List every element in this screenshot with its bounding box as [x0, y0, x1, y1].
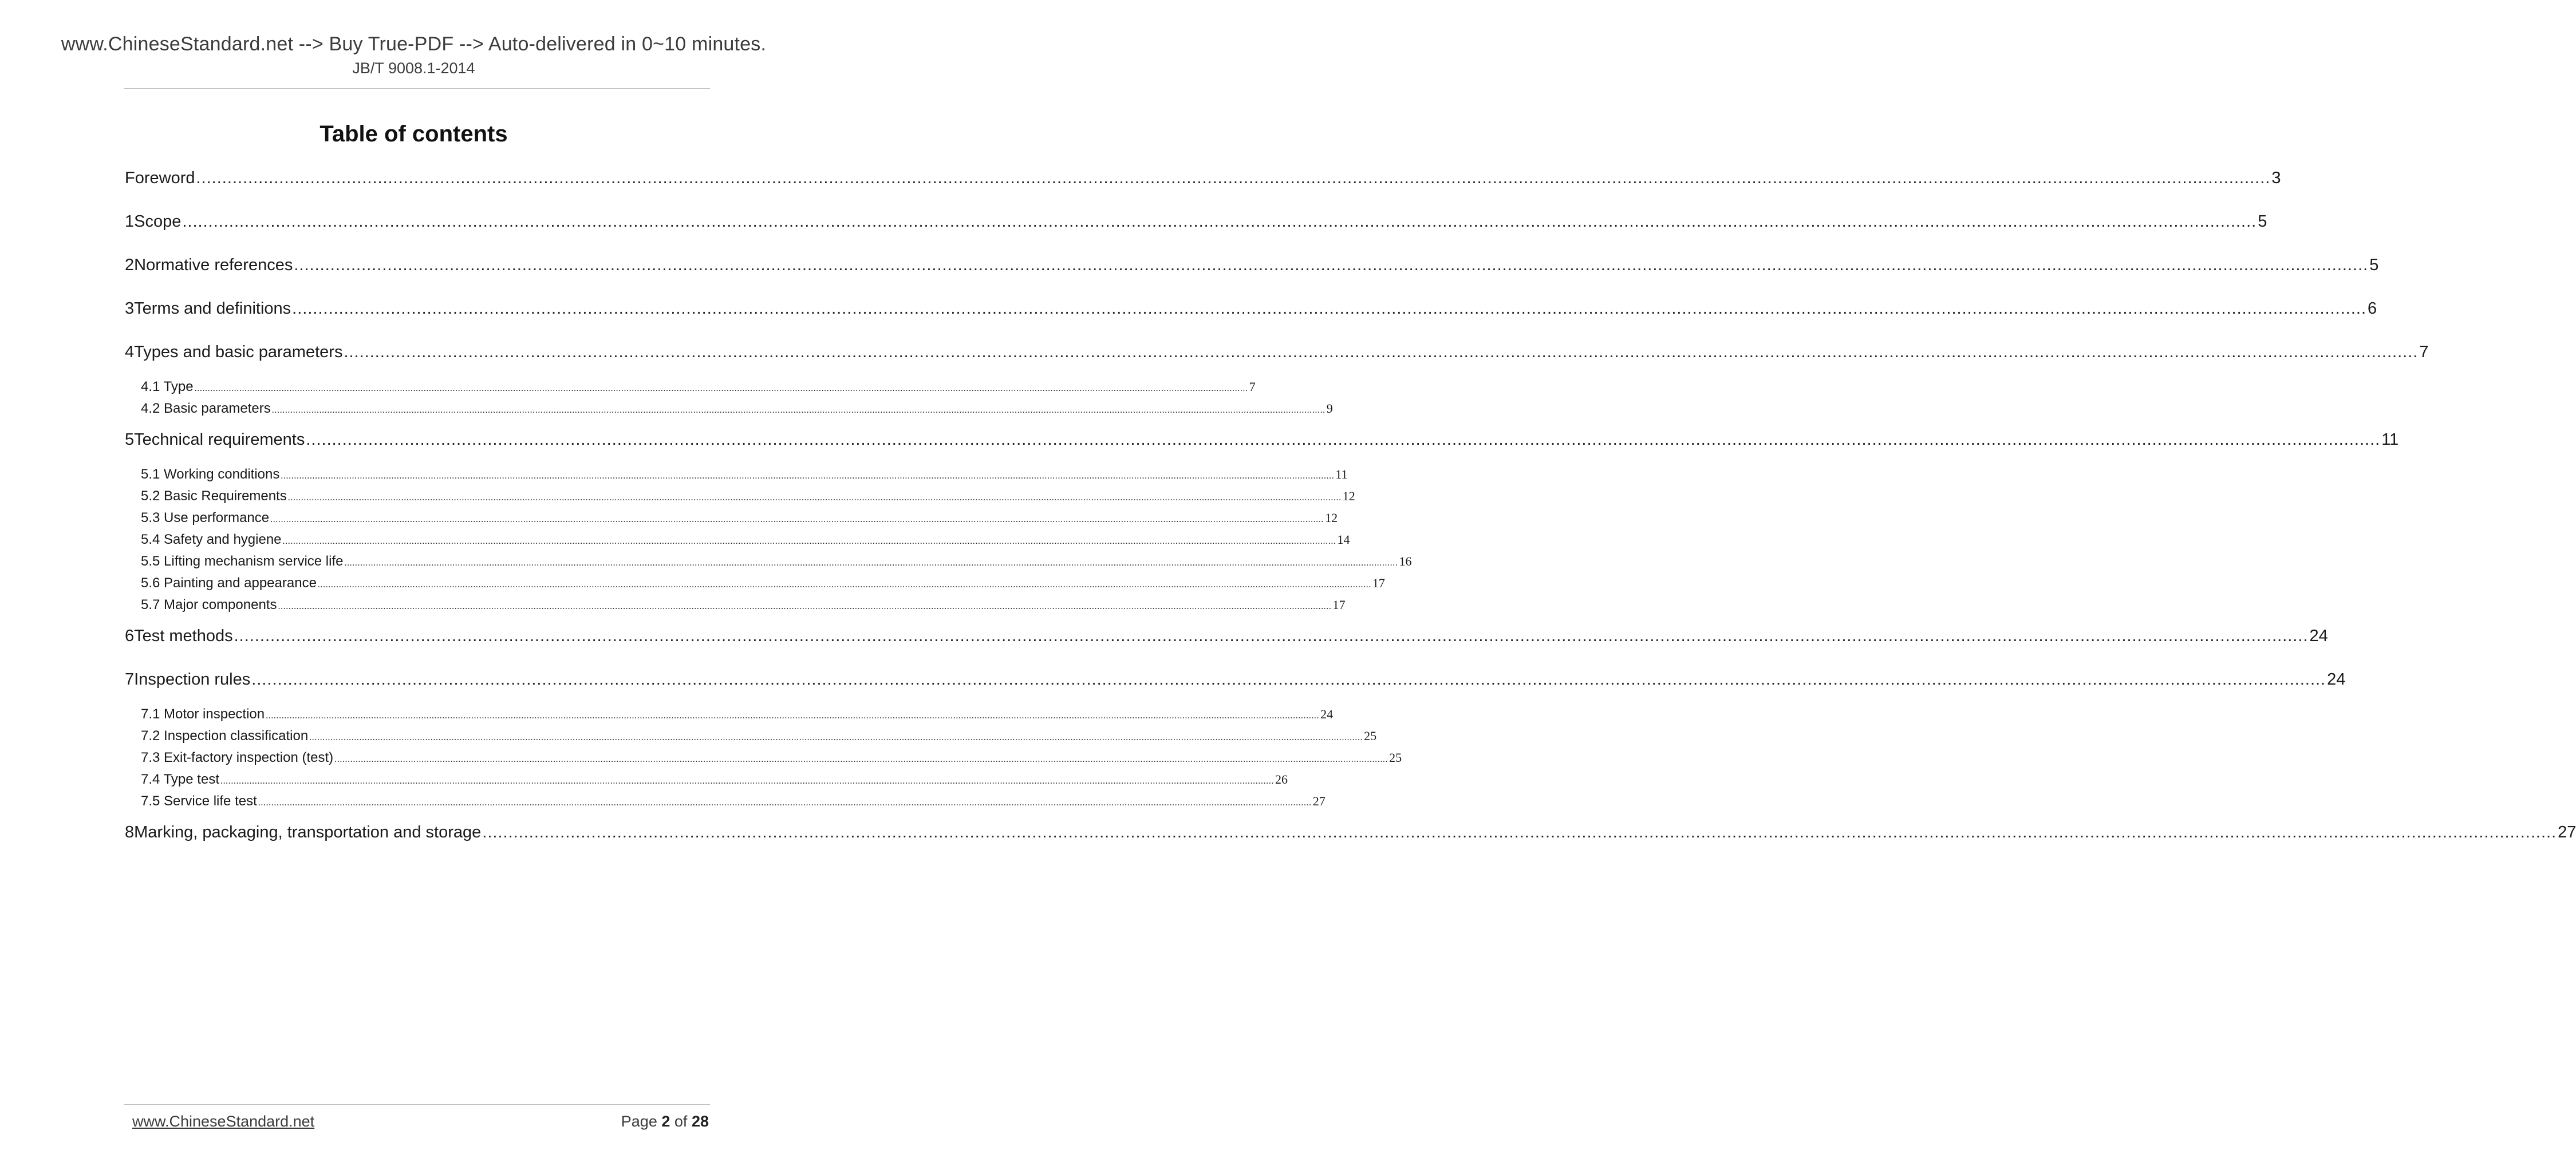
page-word: Page [621, 1113, 657, 1130]
toc-label: 4.2 Basic parameters [141, 401, 271, 416]
toc-page-number: 3 [2271, 169, 2281, 187]
toc-leader-dots: ................................................................................................................................................................................................................................................................................................................................................................................................................ [278, 602, 1332, 611]
toc-leader-dots: ................................................................................................................................................................................................................................................................................................................................................................................................................ [282, 536, 1336, 546]
toc-leader-dots: ................................................................................................................................................................................................................................................................................................................................................................................................................ [194, 384, 1248, 393]
toc-page-number: 24 [1320, 707, 1334, 721]
toc-label: 5.5 Lifting mechanism service life [141, 554, 344, 569]
toc-leader-dots: ................................................................................................................................................................................................................................................................................................................................................................................................................ [270, 515, 1324, 524]
toc-label: 5.3 Use performance [141, 510, 270, 525]
toc-section-number: 6 [125, 627, 135, 645]
toc-label: 5.7 Major components [141, 597, 277, 612]
toc-entry-technical-requirements[interactable] [125, 430, 2399, 453]
page-indicator [621, 1113, 709, 1131]
toc-label: Inspection rules [134, 670, 251, 689]
toc-entry-test-methods[interactable] [125, 627, 2328, 650]
toc-leader-dots: ................................................................................................................................................................................................................................................................................................................................................................................................................ [271, 405, 1326, 415]
toc-label: Foreword [125, 169, 195, 187]
toc-entry-scope[interactable] [125, 212, 2267, 235]
toc-entry-marking-packaging[interactable] [125, 823, 2576, 846]
toc-label: 4.1 Type [141, 379, 194, 394]
toc-page-number: 24 [2309, 627, 2328, 645]
toc-subentry-5-5[interactable] [141, 554, 1412, 572]
toc-leader-dots: ................................................................................................................................................................................................................................................................................................................................................................................................................ [344, 343, 2419, 361]
toc-page-number: 7 [2419, 343, 2429, 361]
toc-leader-dots: ................................................................................................................................................................................................................................................................................................................................................................................................................ [182, 212, 2257, 231]
toc-section-number: 3 [125, 299, 135, 318]
toc-label: Types and basic parameters [134, 343, 343, 361]
header-divider [124, 88, 710, 89]
toc-leader-dots: ................................................................................................................................................................................................................................................................................................................................................................................................................ [220, 776, 1274, 786]
toc-subentry-4-1[interactable] [141, 379, 1256, 397]
toc-section-number: 8 [125, 823, 135, 841]
toc-entry-foreword[interactable] [125, 169, 2281, 192]
toc-leader-dots: ................................................................................................................................................................................................................................................................................................................................................................................................................ [482, 823, 2557, 841]
toc-subentry-5-2[interactable] [141, 488, 1355, 507]
toc-label: Scope [134, 212, 182, 231]
toc-page-number: 12 [1342, 489, 1355, 503]
toc-entry-types-and-basic-parameters[interactable] [125, 343, 2429, 366]
toc-page-number: 7 [1249, 380, 1256, 394]
toc-entry-inspection-rules[interactable] [125, 670, 2346, 693]
toc-section-number: 7 [125, 670, 135, 689]
toc-section-number: 5 [125, 430, 135, 449]
of-word: of [674, 1113, 688, 1130]
toc-page-number: 5 [2369, 256, 2379, 274]
toc-subentry-5-6[interactable] [141, 575, 1385, 594]
toc-page-number: 27 [2558, 823, 2576, 841]
current-page-number: 2 [661, 1113, 670, 1130]
toc-section-number: 2 [125, 256, 135, 274]
toc-section-number: 1 [125, 212, 135, 231]
toc-leader-dots: ................................................................................................................................................................................................................................................................................................................................................................................................................ [306, 430, 2381, 449]
toc-leader-dots: ................................................................................................................................................................................................................................................................................................................................................................................................................ [258, 798, 1312, 808]
footer-divider [124, 1104, 710, 1105]
toc-label: Marking, packaging, transportation and storage [134, 823, 482, 841]
toc-page-number: 25 [1364, 729, 1377, 743]
toc-label: Technical requirements [134, 430, 305, 449]
toc-label: 5.1 Working conditions [141, 467, 280, 482]
toc-subentry-7-4[interactable] [141, 772, 1288, 790]
toc-entry-normative-references[interactable] [125, 256, 2379, 279]
toc-page-number: 11 [1335, 467, 1348, 481]
toc-label: 7.4 Type test [141, 772, 219, 787]
toc-label: 7.5 Service life test [141, 793, 257, 809]
toc-label: Test methods [134, 627, 233, 645]
toc-leader-dots: ................................................................................................................................................................................................................................................................................................................................................................................................................ [317, 580, 1371, 590]
toc-subentry-7-1[interactable] [141, 706, 1334, 725]
toc-page-number: 12 [1325, 511, 1338, 525]
toc-leader-dots: ................................................................................................................................................................................................................................................................................................................................................................................................................ [334, 754, 1388, 764]
toc-leader-dots: ................................................................................................................................................................................................................................................................................................................................................................................................................ [294, 256, 2369, 274]
toc-leader-dots: ................................................................................................................................................................................................................................................................................................................................................................................................................ [292, 299, 2367, 318]
toc-page-number: 14 [1337, 532, 1350, 547]
toc-label: 5.6 Painting and appearance [141, 575, 317, 591]
toc-page-number: 26 [1275, 772, 1288, 786]
toc-leader-dots: ................................................................................................................................................................................................................................................................................................................................................................................................................ [234, 627, 2309, 645]
toc-page-number: 24 [2327, 670, 2346, 689]
total-pages-number: 28 [691, 1113, 709, 1130]
toc-leader-dots: ................................................................................................................................................................................................................................................................................................................................................................................................................ [196, 169, 2271, 187]
page-title: Table of contents [319, 121, 508, 147]
toc-subentry-5-7[interactable] [141, 597, 1346, 615]
toc-label: 7.2 Inspection classification [141, 728, 309, 744]
toc-label: 7.1 Motor inspection [141, 706, 265, 722]
toc-leader-dots: ................................................................................................................................................................................................................................................................................................................................................................................................................ [287, 493, 1342, 503]
toc-leader-dots: ................................................................................................................................................................................................................................................................................................................................................................................................................ [309, 733, 1363, 742]
toc-leader-dots: ................................................................................................................................................................................................................................................................................................................................................................................................................ [281, 471, 1335, 481]
footer-site-link[interactable]: www.ChineseStandard.net [132, 1113, 315, 1130]
toc-label: Terms and definitions [134, 299, 291, 318]
toc-subentry-5-4[interactable] [141, 532, 1350, 550]
header-banner: www.ChineseStandard.net --> Buy True-PDF --> Auto-delivered in 0~10 minutes. [61, 33, 767, 55]
toc-page-number: 5 [2258, 212, 2267, 231]
toc-subentry-7-3[interactable] [141, 750, 1402, 768]
toc-page-number: 27 [1312, 794, 1326, 808]
toc-label: 5.2 Basic Requirements [141, 488, 287, 504]
toc-section-number: 4 [125, 343, 135, 361]
toc-entry-terms-and-definitions[interactable] [125, 299, 2377, 322]
toc-leader-dots: ................................................................................................................................................................................................................................................................................................................................................................................................................ [344, 558, 1398, 568]
toc-page-number: 9 [1326, 401, 1333, 416]
toc-subentry-7-2[interactable] [141, 728, 1377, 746]
toc-label: 5.4 Safety and hygiene [141, 532, 282, 547]
toc-page-number: 25 [1389, 750, 1402, 765]
toc-label: Normative references [134, 256, 293, 274]
toc-leader-dots: ................................................................................................................................................................................................................................................................................................................................................................................................................ [266, 711, 1320, 721]
toc-page-number: 11 [2381, 430, 2399, 449]
toc-label: 7.3 Exit-factory inspection (test) [141, 750, 334, 765]
toc-page-number: 16 [1399, 554, 1412, 568]
toc-page-number: 17 [1372, 576, 1385, 590]
toc-page-number: 6 [2368, 299, 2377, 318]
toc-subentry-4-2[interactable] [141, 401, 1333, 419]
toc-page-number: 17 [1332, 598, 1346, 612]
toc-subentry-5-3[interactable] [141, 510, 1338, 528]
toc-subentry-7-5[interactable] [141, 793, 1326, 812]
toc-subentry-5-1[interactable] [141, 467, 1348, 485]
toc-leader-dots: ................................................................................................................................................................................................................................................................................................................................................................................................................ [251, 670, 2326, 689]
standard-code: JB/T 9008.1-2014 [352, 60, 475, 77]
